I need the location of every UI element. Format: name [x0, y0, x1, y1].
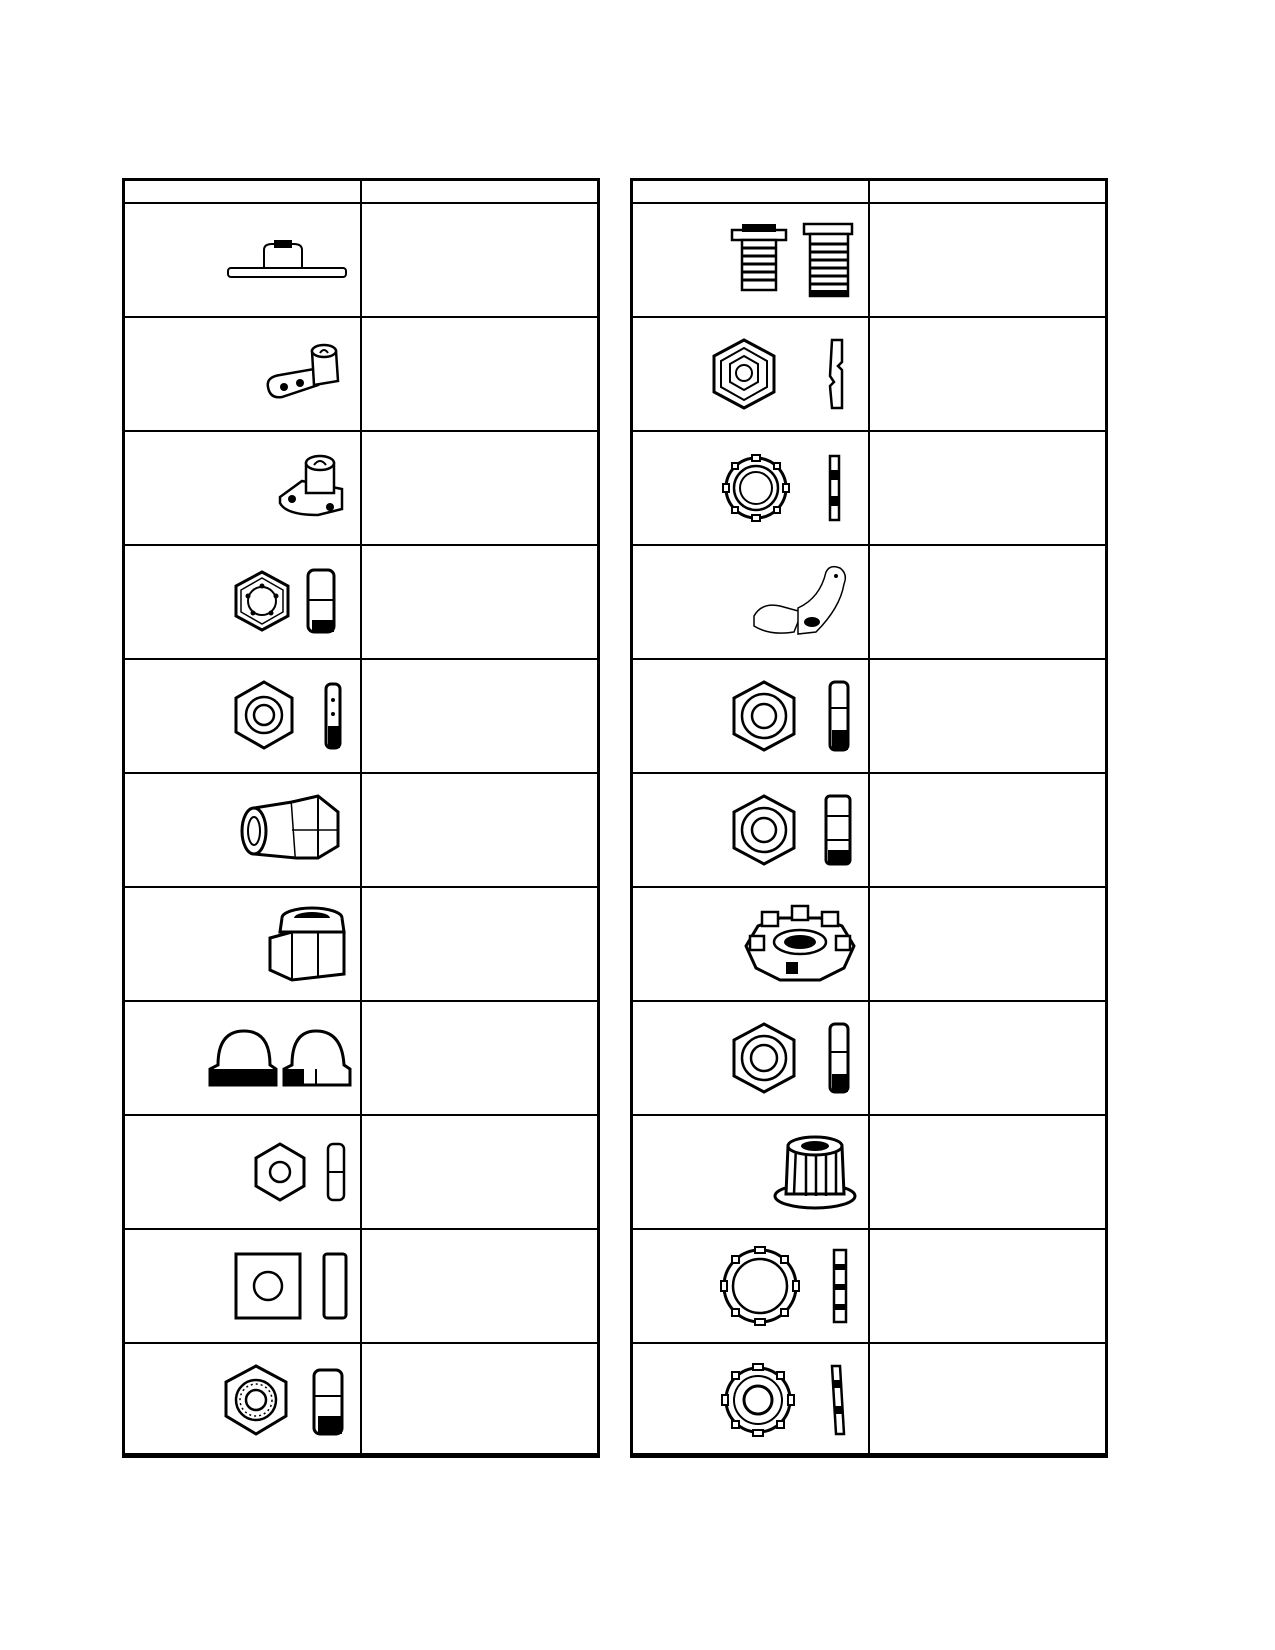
table-row [123, 431, 599, 545]
hex-coupling-nut-icon [262, 904, 352, 984]
table-row [631, 1343, 1107, 1457]
jam-hex-nut-icon [730, 1020, 860, 1096]
illustration-cell [123, 203, 361, 317]
table-row [631, 317, 1107, 431]
illustration-cell [631, 1229, 869, 1343]
table-row [631, 1229, 1107, 1343]
table-row [123, 1115, 599, 1229]
table-row [123, 887, 599, 1001]
twelve-point-flange-nut-icon [770, 1132, 860, 1212]
illustration-cell [123, 887, 361, 1001]
table-row [123, 659, 599, 773]
illustration-cell [631, 545, 869, 659]
description-cell [361, 1229, 599, 1343]
illustration-cell [123, 1229, 361, 1343]
description-cell [361, 659, 599, 773]
header-cell-illustration [631, 179, 869, 203]
two-lug-anchor-nut-icon [272, 453, 352, 523]
description-cell [361, 431, 599, 545]
header-cell-description [361, 179, 599, 203]
slotted-ring-nut-icon [720, 450, 860, 526]
table-header-row [123, 179, 599, 203]
description-cell [361, 773, 599, 887]
table-row [631, 659, 1107, 773]
description-cell [869, 659, 1107, 773]
description-cell [869, 887, 1107, 1001]
illustration-cell [631, 1115, 869, 1229]
description-cell [361, 887, 599, 1001]
palnut-lock-nut-icon [710, 336, 860, 412]
slotted-spanner-nut-icon [720, 1360, 860, 1440]
description-cell [361, 1001, 599, 1115]
square-nut-icon [232, 1250, 352, 1322]
table-row [123, 1229, 599, 1343]
illustration-cell [631, 773, 869, 887]
table-row [123, 773, 599, 887]
illustration-cell [631, 1343, 869, 1457]
castellated-nut-icon [740, 902, 860, 986]
description-cell [361, 317, 599, 431]
wing-nut-icon [750, 562, 860, 642]
heavy-hex-nut-icon [730, 792, 860, 868]
illustration-cell [123, 1343, 361, 1457]
header-cell-illustration [123, 179, 361, 203]
table-row [631, 203, 1107, 317]
plain-hex-nut-icon [730, 678, 860, 754]
table-row [631, 773, 1107, 887]
table-header-row [631, 179, 1107, 203]
nut-table-right [630, 178, 1108, 1458]
small-hex-nut-icon [252, 1140, 352, 1204]
illustration-cell [631, 203, 869, 317]
description-cell [869, 431, 1107, 545]
one-lug-anchor-nut-icon [262, 339, 352, 409]
table-row [631, 545, 1107, 659]
description-cell [869, 317, 1107, 431]
rivnut-insert-icon [730, 222, 860, 298]
illustration-cell [631, 887, 869, 1001]
table-row [631, 1001, 1107, 1115]
illustration-cell [123, 545, 361, 659]
description-cell [869, 1115, 1107, 1229]
illustration-cell [123, 773, 361, 887]
acorn-cap-nut-icon [202, 1023, 352, 1093]
description-cell [869, 545, 1107, 659]
illustration-cell [631, 1001, 869, 1115]
description-cell [869, 1229, 1107, 1343]
table-row [123, 1343, 599, 1457]
thin-hex-nut-icon [232, 678, 352, 754]
fiber-insert-self-locking-nut-icon [232, 566, 352, 638]
description-cell [361, 1115, 599, 1229]
description-cell [869, 1343, 1107, 1457]
table-row [123, 1001, 599, 1115]
table-row [631, 431, 1107, 545]
illustration-cell [123, 1115, 361, 1229]
description-cell [869, 1001, 1107, 1115]
illustration-cell [123, 659, 361, 773]
table-row [631, 1115, 1107, 1229]
table-row [123, 317, 599, 431]
plate-nut-icon [222, 230, 352, 290]
description-cell [869, 773, 1107, 887]
description-cell [361, 545, 599, 659]
description-cell [869, 203, 1107, 317]
table-row [123, 545, 599, 659]
table-row [631, 887, 1107, 1001]
description-cell [361, 203, 599, 317]
nut-table-left [122, 178, 600, 1458]
elastic-stop-nut-icon [222, 1362, 352, 1438]
illustration-cell [123, 1001, 361, 1115]
tube-fitting-nut-icon [232, 794, 352, 866]
table-row [123, 203, 599, 317]
description-cell [361, 1343, 599, 1457]
spanner-ring-nut-icon [720, 1244, 860, 1328]
illustration-cell [631, 431, 869, 545]
illustration-cell [123, 317, 361, 431]
illustration-cell [631, 659, 869, 773]
header-cell-description [869, 179, 1107, 203]
illustration-cell [123, 431, 361, 545]
illustration-cell [631, 317, 869, 431]
